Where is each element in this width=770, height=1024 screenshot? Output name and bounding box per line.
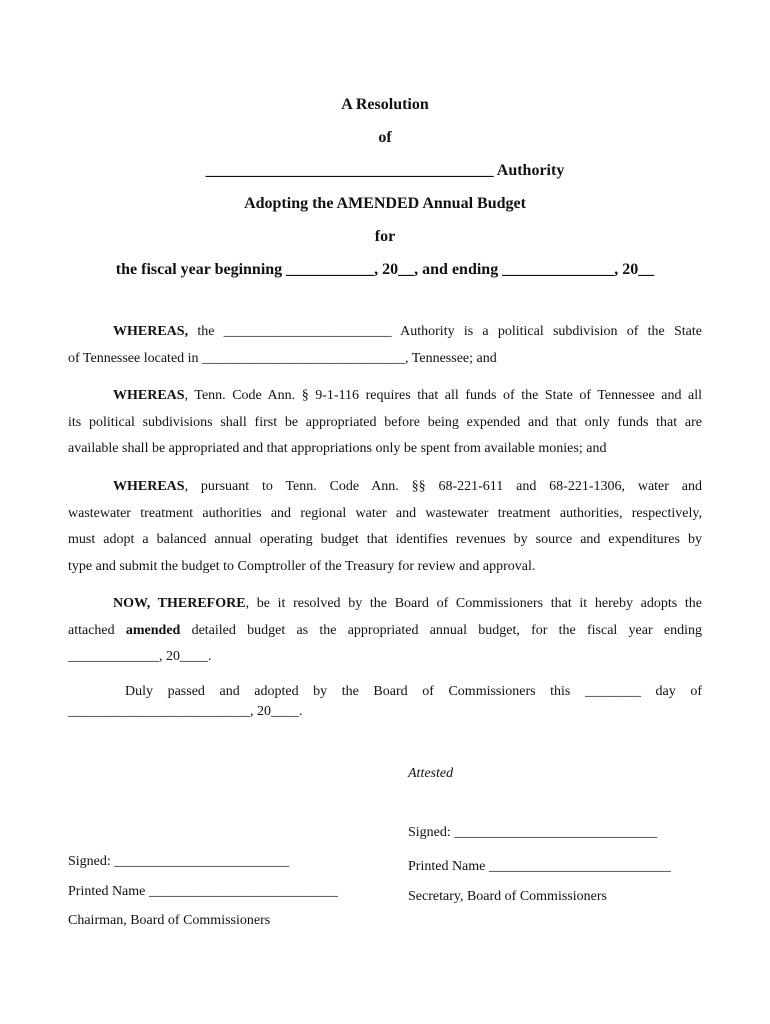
- title-line-for: for: [374, 228, 396, 245]
- duly-line-1: [68, 682, 702, 702]
- chairman-printed-name-line: Printed Name ___________________________: [68, 884, 338, 899]
- whereas-3-text: , pursuant to Tenn. Code Ann. §§ 68-221-611 and 68-221-1306, water and: [184, 479, 702, 494]
- therefore-line-2-pre: attached: [68, 622, 126, 638]
- attested-label: Attested: [408, 766, 454, 781]
- duly-passed-paragraph: [68, 682, 702, 722]
- secretary-role: Secretary, Board of Commissioners: [408, 889, 607, 904]
- whereas-3-line-1: [68, 474, 702, 501]
- amended-keyword: amended: [125, 622, 181, 638]
- whereas-paragraph-1: [68, 319, 702, 372]
- therefore-line-3: _____________, 20____.: [68, 649, 212, 664]
- title-line-resolution: A Resolution: [341, 96, 429, 113]
- secretary-signature-line: Signed: _____________________________: [408, 825, 658, 840]
- whereas-3-line-4: type and submit the budget to Comptroller of the Treasury for review and approval.: [68, 558, 536, 574]
- whereas-3-line-3: must adopt a balanced annual operating budget that identifies revenues by source and expenditures by: [68, 532, 702, 547]
- chairman-role: Chairman, Board of Commissioners: [68, 913, 271, 928]
- whereas-keyword: WHEREAS: [113, 479, 185, 494]
- chairman-signature-line: Signed: _________________________: [68, 854, 290, 869]
- whereas-1-text: the ________________________ Authority is a political subdivision of the State: [197, 324, 703, 339]
- whereas-keyword: WHEREAS,: [113, 324, 189, 339]
- duly-line-2: __________________________, 20____.: [68, 704, 303, 719]
- whereas-3-line-2: wastewater treatment authorities and regional water and wastewater treatment authorities, respectively,: [68, 505, 702, 521]
- whereas-paragraph-2: [68, 383, 702, 463]
- title-line-of: of: [378, 129, 392, 146]
- whereas-keyword: WHEREAS: [113, 388, 185, 403]
- therefore-line-1: [68, 591, 702, 618]
- whereas-2-text: , Tenn. Code Ann. § 9-1-116 requires that all funds of the State of Tennessee and all: [184, 388, 702, 403]
- whereas-1-line-1: [68, 319, 702, 346]
- therefore-text: , be it resolved by the Board of Commissioners that it hereby adopts the: [245, 596, 702, 611]
- therefore-line-2-post: detailed budget as the appropriated annual budget, for the fiscal year ending: [180, 622, 702, 638]
- whereas-2-line-3: available shall be appropriated and that appropriations only be spent from available monies; and: [68, 441, 607, 456]
- therefore-keyword: NOW, THEREFORE: [113, 596, 246, 611]
- whereas-paragraph-3: [68, 474, 702, 580]
- whereas-1-line-2: of Tennessee located in _____________________________, Tennessee; and: [68, 350, 497, 366]
- secretary-printed-name-line: Printed Name __________________________: [408, 859, 671, 874]
- therefore-paragraph: [68, 591, 702, 671]
- title-line-authority: ____________________________________ Authority: [205, 162, 565, 179]
- title-line-adopting: Adopting the AMENDED Annual Budget: [244, 195, 526, 212]
- therefore-line-2: [68, 618, 702, 645]
- title-line-fiscal-year: the fiscal year beginning ___________, 20__, and ending ______________, 20__: [115, 261, 655, 278]
- whereas-2-line-1: [68, 383, 702, 410]
- whereas-2-line-2: its political subdivisions shall first be appropriated before being expended and that only funds that are: [68, 414, 702, 430]
- duly-text: Duly passed and adopted by the Board of Commissioners this ________ day of: [125, 684, 702, 699]
